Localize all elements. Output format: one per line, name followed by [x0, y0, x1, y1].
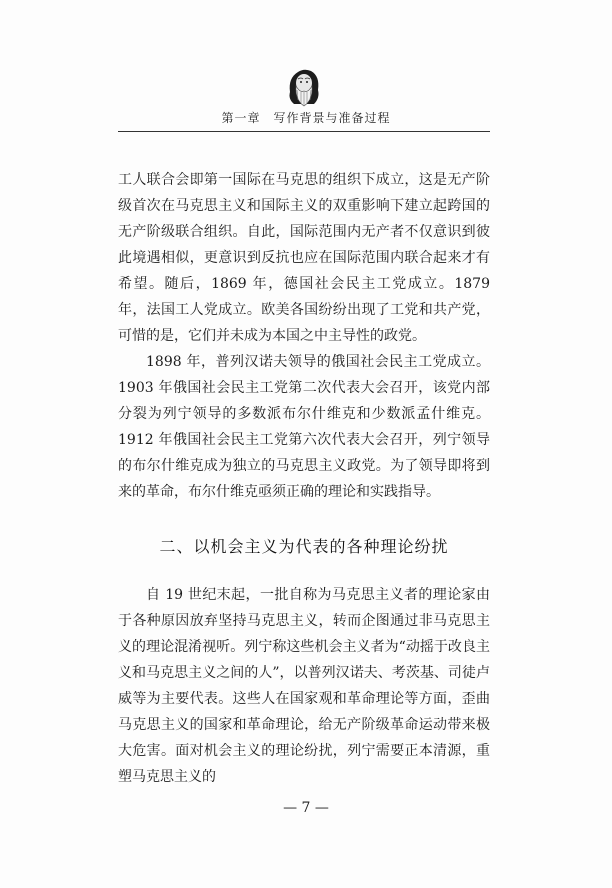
- paragraph: 自 19 世纪末起，一批自称为马克思主义者的理论家由于各种原因放弃坚持马克思主义，转而企图通过非马克思主义的理论混淆视听。列宁称这些机会主义者为“动摇于改良主义和马克思主义之间的人”，以普列汉诺夫、考茨基、司徒卢威等为主要代表。这些人在国家观和革命理论等方面，歪曲马克思主义的国家和革命理论，给无产阶级革命运动带来极大危害。面对机会主义的理论纷扰，列宁需要正本清源，重塑马克思主义的: [118, 587, 490, 785]
- body-text-block-lower: [118, 582, 490, 790]
- page-number: — 7 —: [283, 800, 329, 816]
- marx-portrait-icon: [284, 66, 324, 108]
- paragraph-continued: 工人联合会即第一国际在马克思的组织下成立，这是无产阶级首次在马克思主义和国际主义的双重影响下建立起跨国的无产阶级联合组织。自此，国际范围内无产者不仅意识到彼此境遇相似，更意识到反抗也应在国际范围内联合起来才有希望。随后，1869 年，德国社会民主工党成立。1879 年，法国工人党成立。欧美各国纷纷出现了工党和共产党，可惜的是，它们并未成为本国之中主导性的政党。: [118, 172, 490, 344]
- body-text-block-upper: [118, 167, 490, 505]
- section-heading: 二、以机会主义为代表的各种理论纷扰: [159, 537, 449, 556]
- paragraph: 1898 年，普列汉诺夫领导的俄国社会民主工党成立。1903 年俄国社会民主工党第二次代表大会召开，该党内部分裂为列宁领导的多数派布尔什维克和少数派孟什维克。1912 年俄国社会民主工党第六次代表大会召开，列宁领导的布尔什维克成为独立的马克思主义政党。为了领导即将到来的革命，布尔什维克亟须正确的理论和实践指导。: [118, 354, 490, 500]
- header-rule-divider: [118, 131, 490, 132]
- running-header-chapter-title: 第一章 写作背景与准备过程: [221, 111, 391, 125]
